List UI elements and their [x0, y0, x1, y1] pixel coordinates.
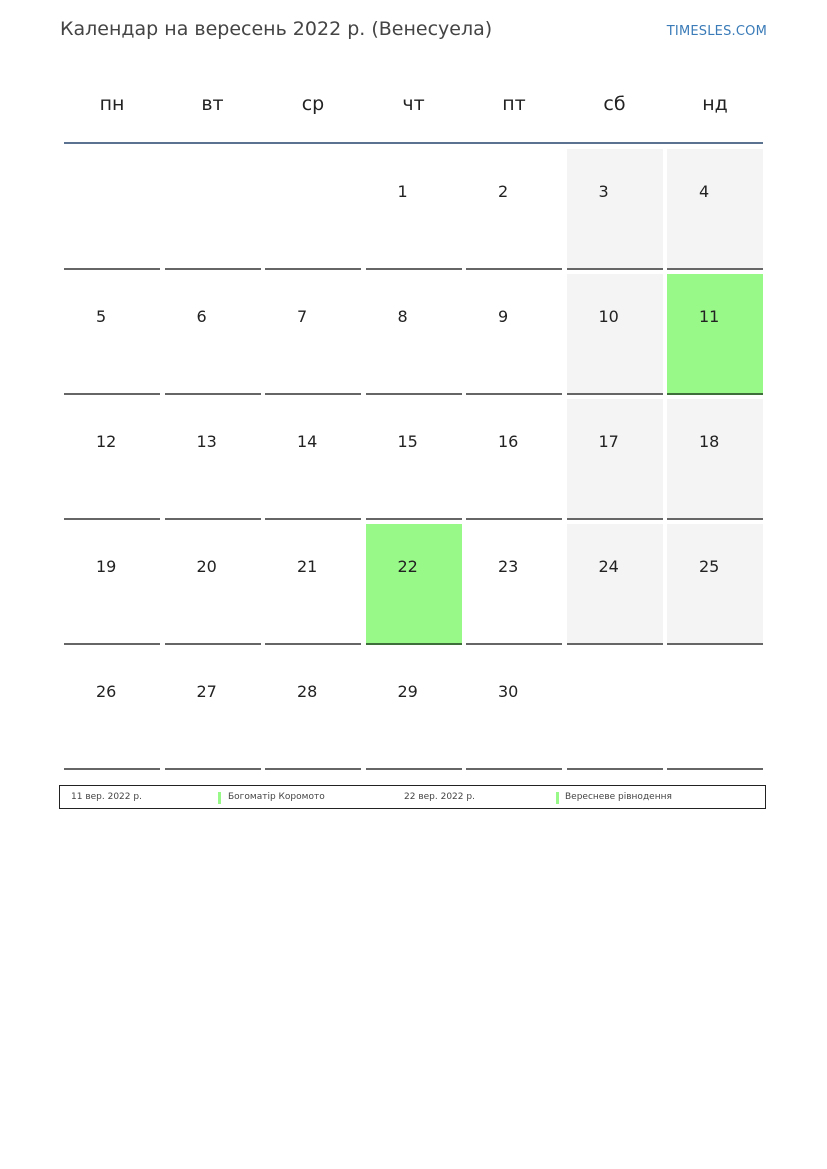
weekday-mon: пн [99, 93, 125, 115]
page-title: Календар на вересень 2022 р. (Венесуела) [60, 18, 493, 40]
day-cell [165, 274, 261, 395]
day-cell-weekend [567, 524, 663, 645]
day-number: 6 [196, 307, 207, 326]
day-cell-weekend [567, 399, 663, 520]
day-number: 8 [397, 307, 408, 326]
day-cell-empty [265, 149, 361, 270]
weekday-sat: сб [603, 93, 626, 115]
day-cell-weekend [667, 149, 763, 270]
day-number: 1 [397, 182, 408, 201]
weekday-tue: вт [201, 93, 224, 115]
legend-date: 11 вер. 2022 р. [71, 792, 142, 802]
day-number: 16 [498, 432, 519, 451]
day-number: 21 [297, 557, 318, 576]
day-cell [265, 524, 361, 645]
brand-link[interactable]: TIMESLES.COM [666, 24, 767, 39]
day-number: 7 [297, 307, 308, 326]
holiday-color-swatch [556, 792, 559, 804]
day-cell [165, 399, 261, 520]
day-number: 26 [96, 682, 117, 701]
day-cell-weekend [667, 524, 763, 645]
weekday-wed: ср [301, 93, 325, 115]
calendar-grid [64, 149, 763, 770]
day-number: 25 [699, 557, 720, 576]
day-number: 15 [397, 432, 418, 451]
day-cell [64, 524, 160, 645]
weekday-fri: пт [502, 93, 526, 115]
weekday-sun: нд [702, 93, 728, 115]
day-number: 20 [196, 557, 217, 576]
day-cell-weekend [567, 274, 663, 395]
header-divider [64, 142, 763, 144]
day-number: 28 [297, 682, 318, 701]
day-cell [366, 149, 462, 270]
day-cell [64, 649, 160, 770]
day-cell-empty [667, 649, 763, 770]
day-number: 12 [96, 432, 117, 451]
day-cell [366, 649, 462, 770]
day-cell [265, 399, 361, 520]
holiday-legend [59, 785, 766, 809]
day-cell-holiday [667, 274, 763, 395]
day-cell [165, 649, 261, 770]
day-cell [366, 399, 462, 520]
legend-holiday-name: Богоматір Коромото [228, 792, 325, 802]
day-cell-empty [165, 149, 261, 270]
day-cell [366, 274, 462, 395]
day-number: 30 [498, 682, 519, 701]
day-number: 9 [498, 307, 509, 326]
day-cell-holiday [366, 524, 462, 645]
day-number: 17 [598, 432, 619, 451]
day-cell [466, 399, 562, 520]
day-cell [466, 149, 562, 270]
day-cell [64, 274, 160, 395]
day-cell [466, 524, 562, 645]
day-number: 11 [699, 307, 720, 326]
day-cell-empty [567, 649, 663, 770]
day-number: 18 [699, 432, 720, 451]
day-cell [466, 649, 562, 770]
day-number: 4 [699, 182, 710, 201]
day-number: 23 [498, 557, 519, 576]
day-cell [165, 524, 261, 645]
day-cell-weekend [667, 399, 763, 520]
day-number: 2 [498, 182, 509, 201]
legend-holiday-name: Вересневе рівнодення [565, 792, 672, 802]
day-number: 29 [397, 682, 418, 701]
day-cell-empty [64, 149, 160, 270]
legend-date: 22 вер. 2022 р. [404, 792, 475, 802]
day-number: 14 [297, 432, 318, 451]
day-cell [265, 274, 361, 395]
day-number: 3 [598, 182, 609, 201]
day-number: 19 [96, 557, 117, 576]
day-number: 27 [196, 682, 217, 701]
holiday-color-swatch [218, 792, 221, 804]
day-cell [265, 649, 361, 770]
day-cell [466, 274, 562, 395]
day-number: 22 [397, 557, 418, 576]
weekday-header-row [64, 80, 763, 130]
day-cell [64, 399, 160, 520]
day-cell-weekend [567, 149, 663, 270]
day-number: 10 [598, 307, 619, 326]
day-number: 24 [598, 557, 619, 576]
day-number: 5 [96, 307, 107, 326]
weekday-thu: чт [402, 93, 425, 115]
day-number: 13 [196, 432, 217, 451]
